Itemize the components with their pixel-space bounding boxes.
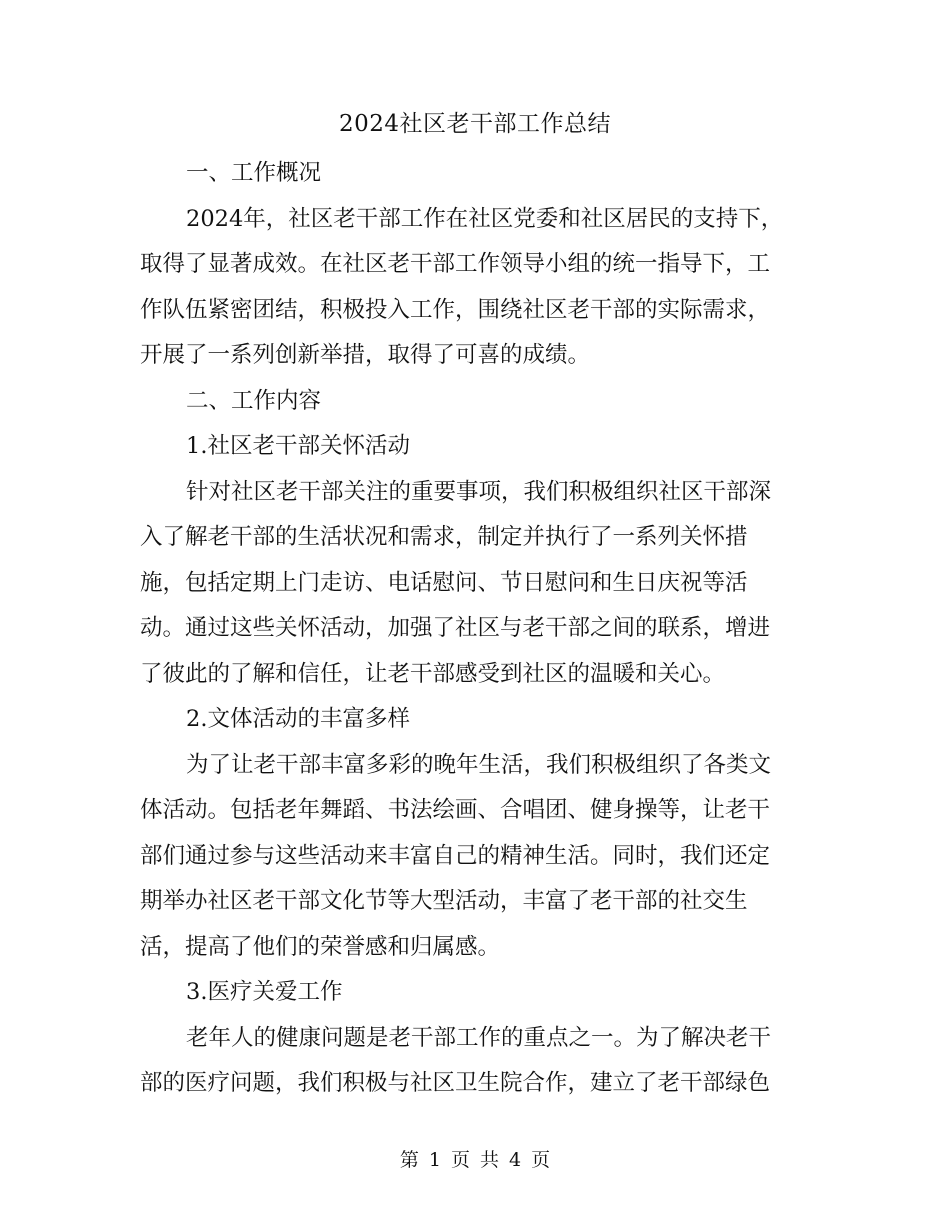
text-line: 体活动。包括老年舞蹈、书法绘画、合唱团、健身操等，让老干 — [140, 797, 771, 823]
text-line: 期举办社区老干部文化节等大型活动，丰富了老干部的社交生 — [140, 888, 748, 914]
text-line: 针对社区老干部关注的重要事项，我们积极组织社区干部深 — [186, 478, 772, 505]
text-line: 3.医疗关爱工作 — [186, 979, 343, 1005]
text-line: 作队伍紧密团结，积极投入工作，围绕社区老干部的实际需求， — [140, 296, 771, 323]
text-line: 开展了一系列创新举措，取得了可喜的成绩。 — [140, 342, 591, 368]
text-line: 入了解老干部的生活状况和需求，制定并执行了一系列关怀措 — [140, 524, 748, 550]
text-line: 1.社区老干部关怀活动 — [186, 433, 410, 459]
text-line: 二、工作内容 — [186, 387, 322, 414]
text-line: 施，包括定期上门走访、电话慰问、节日慰问和生日庆祝等活 — [140, 569, 748, 596]
document-body — [140, 151, 805, 1107]
text-line: 部们通过参与这些活动来丰富自己的精神生活。同时，我们还定 — [140, 842, 771, 869]
text-line: 为了让老干部丰富多彩的晚年生活，我们积极组织了各类文 — [186, 751, 772, 778]
text-line: 一、工作概况 — [186, 160, 322, 186]
text-line: 取得了显著成效。在社区老干部工作领导小组的统一指导下，工 — [140, 251, 771, 277]
document-title: 2024社区老干部工作总结 — [338, 111, 612, 137]
text-line: 部的医疗问题，我们积极与社区卫生院合作，建立了老干部绿色 — [140, 1070, 771, 1096]
text-line: 老年人的健康问题是老干部工作的重点之一。为了解决老干 — [186, 1024, 772, 1051]
text-line: 2024年，社区老干部工作在社区党委和社区居民的支持下， — [186, 205, 784, 232]
text-line: 活，提高了他们的荣誉感和归属感。 — [140, 933, 501, 960]
text-line: 2.文体活动的丰富多样 — [186, 706, 410, 732]
page-number-footer: 第 1 页 共 4 页 — [399, 1149, 551, 1171]
text-line: 了彼此的了解和信任，让老干部感受到社区的温暖和关心。 — [140, 660, 726, 687]
text-line: 动。通过这些关怀活动，加强了社区与老干部之间的联系，增进 — [140, 615, 771, 641]
